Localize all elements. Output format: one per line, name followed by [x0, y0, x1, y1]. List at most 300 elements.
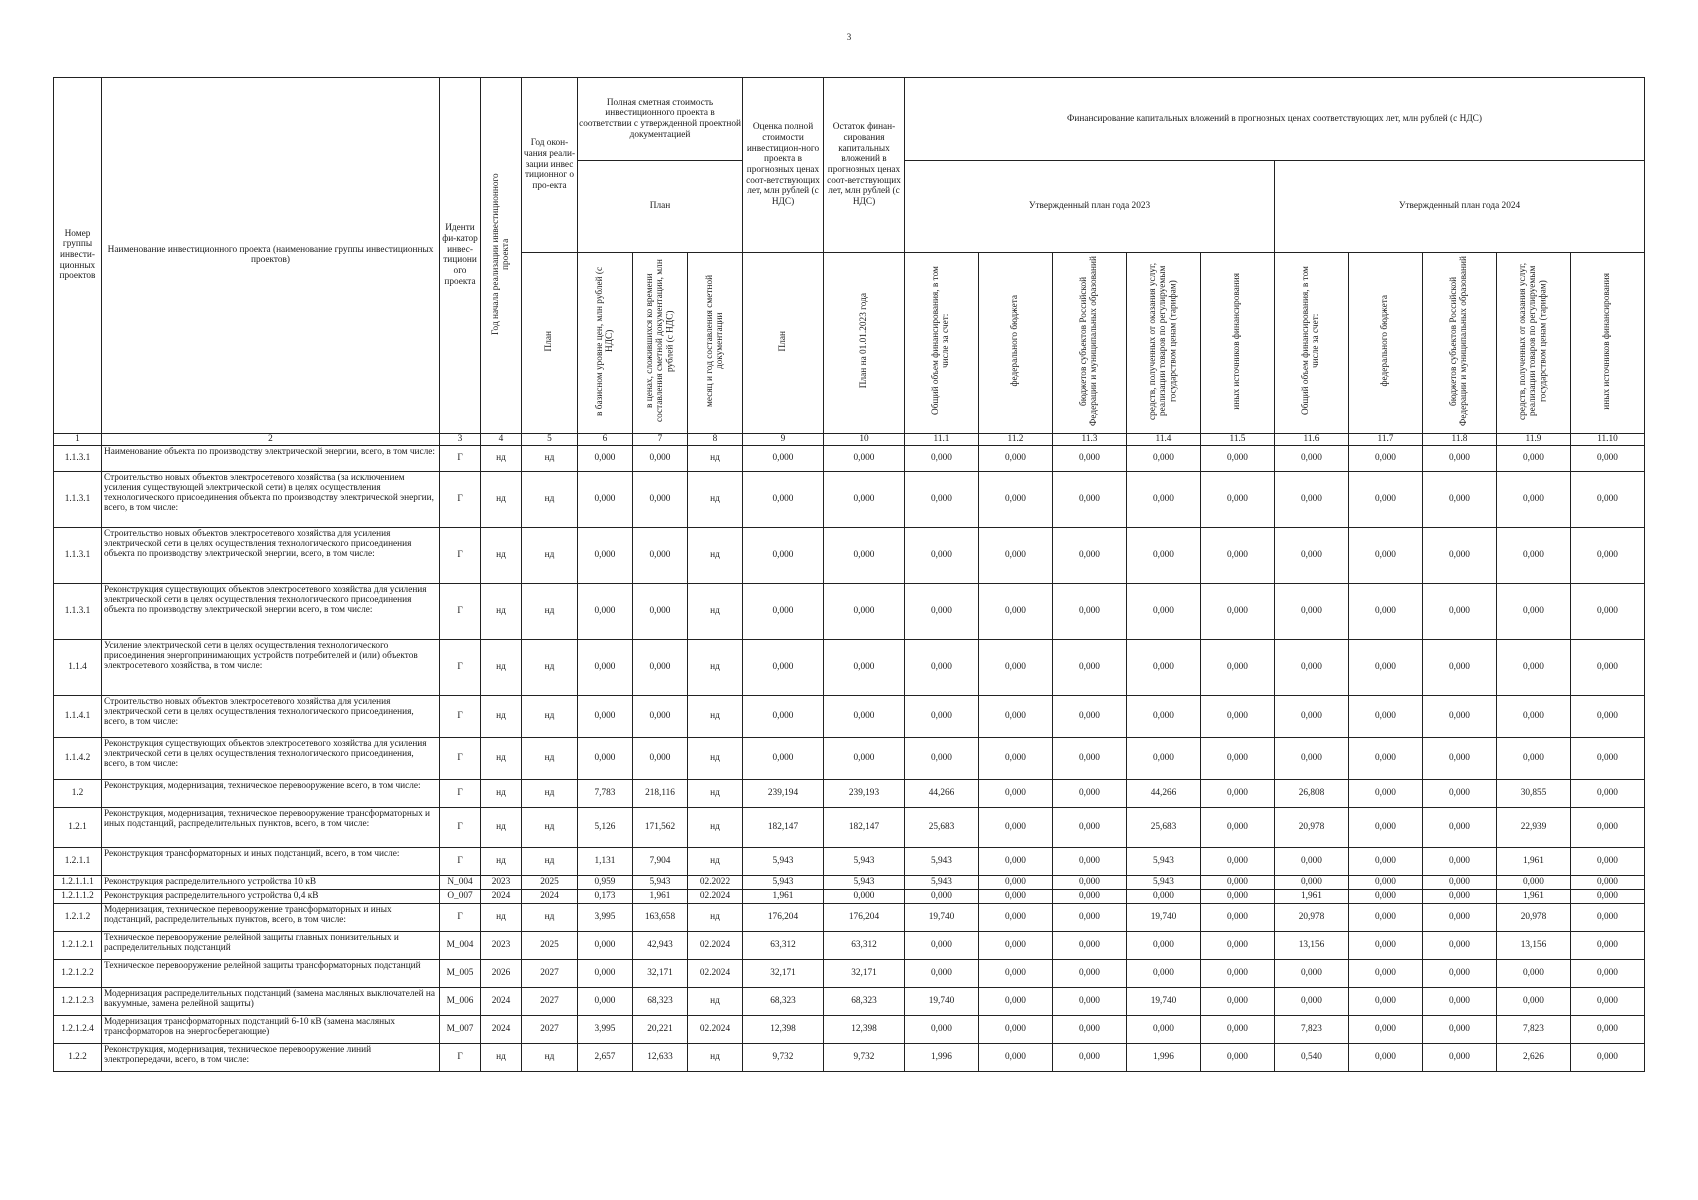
- table-cell: 0,000: [1053, 987, 1127, 1015]
- table-cell: 0,000: [1053, 889, 1127, 903]
- table-cell: 32,171: [633, 959, 688, 987]
- table-cell: 0,000: [1201, 695, 1275, 737]
- table-cell: 0,000: [979, 931, 1053, 959]
- table-cell: 0,000: [1571, 931, 1645, 959]
- table-cell: 7,823: [1275, 1015, 1349, 1043]
- row-number: 1.1.3.1: [54, 471, 102, 527]
- row-project-name: Реконструкция, модернизация, техническое перевооружение всего, в том числе:: [102, 779, 440, 807]
- table-cell: 0,000: [1349, 889, 1423, 903]
- table-cell: 0,000: [905, 959, 979, 987]
- header-2023-total: Общий объем финансирования, в том числе за счет:: [905, 253, 979, 434]
- table-cell: 0,000: [1423, 695, 1497, 737]
- header-2023-other: иных источников финансирования: [1201, 253, 1275, 434]
- table-cell: 0,000: [824, 583, 905, 639]
- table-cell: 0,000: [979, 1015, 1053, 1043]
- row-project-name: Реконструкция существующих объектов электросетевого хозяйства для усиления электрической сети в целях осуществления технологического присоединения объекта по производству электрической энергии всего, в том числе:: [102, 583, 440, 639]
- table-row: [54, 847, 1645, 875]
- table-cell: O_007: [440, 889, 481, 903]
- header-col8: месяц и год составления сметной документации: [688, 253, 743, 434]
- table-cell: 44,266: [1127, 779, 1201, 807]
- header-identifier: Иденти фи-катор инвес-тициони ого проекта: [440, 78, 481, 434]
- table-cell: 0,000: [1201, 639, 1275, 695]
- table-cell: 0,000: [1127, 959, 1201, 987]
- table-cell: 0,000: [905, 527, 979, 583]
- page-number: 3: [846, 32, 852, 42]
- table-cell: 0,000: [633, 527, 688, 583]
- table-cell: нд: [688, 987, 743, 1015]
- table-cell: 63,312: [824, 931, 905, 959]
- table-cell: 0,000: [1423, 807, 1497, 847]
- table-cell: 0,540: [1275, 1043, 1349, 1071]
- header-end-year: Год окон-чания реали-зации инвес тиционног о про-екта: [522, 78, 578, 253]
- column-number: 11.1: [905, 433, 979, 445]
- table-cell: 5,943: [743, 875, 824, 889]
- table-cell: 0,000: [1201, 875, 1275, 889]
- table-cell: 0,000: [1571, 903, 1645, 931]
- table-cell: 0,000: [1349, 695, 1423, 737]
- table-cell: 1,996: [905, 1043, 979, 1071]
- table-cell: 0,000: [578, 931, 633, 959]
- table-cell: 0,000: [1201, 583, 1275, 639]
- table-cell: Г: [440, 695, 481, 737]
- row-number: 1.2.1.2: [54, 903, 102, 931]
- table-cell: 0,000: [1571, 445, 1645, 471]
- table-cell: 0,000: [1571, 695, 1645, 737]
- row-project-name: Техническое перевооружение релейной защиты главных понизительных и распределительных подстанций: [102, 931, 440, 959]
- table-cell: 0,000: [1127, 445, 1201, 471]
- table-cell: нд: [522, 583, 578, 639]
- table-cell: 22,939: [1497, 807, 1571, 847]
- table-cell: 2027: [522, 1015, 578, 1043]
- table-cell: 0,000: [1275, 445, 1349, 471]
- table-cell: 0,000: [1423, 445, 1497, 471]
- header-full-cost: Полная сметная стоимость инвестиционного проекта в соответствии с утвержденной проектной документацией: [578, 78, 743, 161]
- table-cell: 63,312: [743, 931, 824, 959]
- table-cell: 0,000: [1497, 639, 1571, 695]
- table-cell: 0,000: [1423, 471, 1497, 527]
- table-cell: 0,000: [1349, 931, 1423, 959]
- table-cell: 0,000: [1201, 959, 1275, 987]
- table-cell: 25,683: [1127, 807, 1201, 847]
- column-number: 11.2: [979, 433, 1053, 445]
- column-number: 11.8: [1423, 433, 1497, 445]
- row-number: 1.2.2: [54, 1043, 102, 1071]
- column-number: 4: [481, 433, 522, 445]
- table-cell: 7,823: [1497, 1015, 1571, 1043]
- row-number: 1.2.1.2.3: [54, 987, 102, 1015]
- header-2024-regional: бюджетов субъектов Российской Федерации и муниципальных образований: [1423, 253, 1497, 434]
- row-number: 1.1.4: [54, 639, 102, 695]
- table-cell: 0,000: [1497, 527, 1571, 583]
- table-row: [54, 445, 1645, 471]
- table-cell: 0,000: [1497, 695, 1571, 737]
- table-cell: 5,943: [905, 875, 979, 889]
- table-cell: 0,000: [578, 695, 633, 737]
- row-project-name: Наименование объекта по производству электрической энергии, всего, в том числе:: [102, 445, 440, 471]
- table-cell: 0,000: [743, 471, 824, 527]
- header-2023-regional: бюджетов субъектов Российской Федерации и муниципальных образований: [1053, 253, 1127, 434]
- table-cell: 0,000: [979, 1043, 1053, 1071]
- table-cell: 0,000: [1571, 779, 1645, 807]
- column-number: 10: [824, 433, 905, 445]
- table-cell: 0,000: [578, 987, 633, 1015]
- table-cell: 0,000: [979, 987, 1053, 1015]
- table-cell: 0,000: [979, 889, 1053, 903]
- table-cell: M_005: [440, 959, 481, 987]
- row-number: 1.1.4.2: [54, 737, 102, 779]
- table-cell: 0,000: [743, 527, 824, 583]
- table-cell: 0,000: [578, 639, 633, 695]
- table-cell: 0,000: [1349, 959, 1423, 987]
- table-row: [54, 737, 1645, 779]
- table-cell: 1,131: [578, 847, 633, 875]
- table-cell: Г: [440, 847, 481, 875]
- table-cell: нд: [481, 471, 522, 527]
- table-cell: нд: [522, 471, 578, 527]
- header-2024-total: Общий объем финансирования, в том числе за счет:: [1275, 253, 1349, 434]
- table-cell: 0,000: [1349, 1043, 1423, 1071]
- table-cell: нд: [522, 903, 578, 931]
- table-cell: Г: [440, 807, 481, 847]
- column-number: 5: [522, 433, 578, 445]
- table-cell: 0,959: [578, 875, 633, 889]
- table-row: [54, 807, 1645, 847]
- header-plan-2023: Утвержденный план года 2023: [905, 161, 1275, 253]
- table-cell: 239,194: [743, 779, 824, 807]
- column-number: 6: [578, 433, 633, 445]
- table-cell: 32,171: [824, 959, 905, 987]
- table-cell: 02.2024: [688, 1015, 743, 1043]
- table-cell: 2025: [522, 875, 578, 889]
- table-cell: 163,658: [633, 903, 688, 931]
- table-cell: нд: [481, 527, 522, 583]
- row-number: 1.2.1: [54, 807, 102, 847]
- table-cell: N_004: [440, 875, 481, 889]
- column-number: 9: [743, 433, 824, 445]
- table-cell: 0,000: [743, 445, 824, 471]
- table-cell: 0,000: [1201, 847, 1275, 875]
- table-cell: 0,000: [1201, 445, 1275, 471]
- table-cell: 2024: [481, 987, 522, 1015]
- table-cell: 0,000: [1201, 527, 1275, 583]
- table-cell: 0,000: [1423, 889, 1497, 903]
- table-cell: нд: [522, 1043, 578, 1071]
- table-cell: 12,398: [824, 1015, 905, 1043]
- table-cell: 0,000: [578, 471, 633, 527]
- table-cell: 12,633: [633, 1043, 688, 1071]
- table-cell: Г: [440, 779, 481, 807]
- table-cell: Г: [440, 903, 481, 931]
- table-cell: 19,740: [905, 903, 979, 931]
- table-cell: 0,000: [1349, 903, 1423, 931]
- table-cell: нд: [522, 737, 578, 779]
- table-cell: 0,000: [905, 889, 979, 903]
- table-cell: 0,000: [1571, 737, 1645, 779]
- row-number: 1.2.1.2.2: [54, 959, 102, 987]
- row-number: 1.1.4.1: [54, 695, 102, 737]
- table-cell: 2,657: [578, 1043, 633, 1071]
- table-cell: 19,740: [1127, 903, 1201, 931]
- table-cell: 0,000: [1423, 1043, 1497, 1071]
- table-cell: 12,398: [743, 1015, 824, 1043]
- table-row: [54, 695, 1645, 737]
- table-row: [54, 1043, 1645, 1071]
- table-cell: 1,996: [1127, 1043, 1201, 1071]
- header-financing: Финансирование капитальных вложений в прогнозных ценах соответствующих лет, млн рублей (с НДС): [905, 78, 1645, 161]
- table-cell: 0,000: [979, 527, 1053, 583]
- table-cell: 3,995: [578, 1015, 633, 1043]
- table-cell: нд: [481, 807, 522, 847]
- table-cell: 0,000: [1053, 807, 1127, 847]
- row-number: 1.2.1.1.2: [54, 889, 102, 903]
- table-row: [54, 1015, 1645, 1043]
- row-number: 1.2.1.2.1: [54, 931, 102, 959]
- table-cell: нд: [688, 639, 743, 695]
- header-col10: План на 01.01.2023 года: [824, 253, 905, 434]
- table-cell: 0,000: [1423, 1015, 1497, 1043]
- table-cell: 0,000: [979, 471, 1053, 527]
- table-cell: 0,000: [1201, 807, 1275, 847]
- table-cell: 0,000: [1349, 987, 1423, 1015]
- table-cell: Г: [440, 527, 481, 583]
- table-cell: 0,000: [1497, 737, 1571, 779]
- table-cell: 2024: [481, 1015, 522, 1043]
- table-cell: 0,000: [1201, 931, 1275, 959]
- table-cell: 0,000: [1423, 847, 1497, 875]
- row-number: 1.2: [54, 779, 102, 807]
- header-2024-other: иных источников финансирования: [1571, 253, 1645, 434]
- table-cell: нд: [481, 847, 522, 875]
- table-cell: 0,000: [905, 639, 979, 695]
- table-cell: 0,000: [1127, 889, 1201, 903]
- table-cell: 0,000: [905, 471, 979, 527]
- table-cell: 0,000: [1053, 847, 1127, 875]
- header-col6: в базисном уровне цен, млн рублей (с НДС): [578, 253, 633, 434]
- table-cell: 0,000: [1423, 987, 1497, 1015]
- table-cell: 0,000: [1423, 527, 1497, 583]
- table-cell: 0,000: [578, 445, 633, 471]
- table-cell: 0,000: [1423, 583, 1497, 639]
- table-cell: 0,000: [1201, 903, 1275, 931]
- table-cell: 0,000: [979, 737, 1053, 779]
- table-cell: нд: [688, 779, 743, 807]
- column-number: 11.5: [1201, 433, 1275, 445]
- table-cell: 0,000: [1275, 737, 1349, 779]
- table-row: [54, 889, 1645, 903]
- table-cell: 68,323: [824, 987, 905, 1015]
- table-cell: 1,961: [1275, 889, 1349, 903]
- table-cell: 239,193: [824, 779, 905, 807]
- table-cell: 2026: [481, 959, 522, 987]
- table-cell: нд: [688, 1043, 743, 1071]
- table-cell: 0,000: [1571, 875, 1645, 889]
- table-cell: 2024: [522, 889, 578, 903]
- investment-table: [53, 77, 1645, 1072]
- table-cell: 0,000: [1275, 987, 1349, 1015]
- table-cell: 0,000: [824, 889, 905, 903]
- table-cell: нд: [688, 695, 743, 737]
- table-cell: 0,000: [1201, 1015, 1275, 1043]
- table-cell: 0,000: [1349, 1015, 1423, 1043]
- table-cell: 176,204: [824, 903, 905, 931]
- row-project-name: Строительство новых объектов электросетевого хозяйства для усиления электрической сети в целях осуществления технологического присоединения, всего, в том числе:: [102, 695, 440, 737]
- table-cell: 0,000: [1571, 527, 1645, 583]
- table-cell: 0,000: [979, 807, 1053, 847]
- table-cell: 0,000: [824, 471, 905, 527]
- table-cell: 0,000: [578, 583, 633, 639]
- table-row: [54, 987, 1645, 1015]
- column-number: 2: [102, 433, 440, 445]
- table-cell: 0,000: [979, 695, 1053, 737]
- table-cell: 0,000: [1127, 639, 1201, 695]
- table-cell: 0,000: [578, 959, 633, 987]
- table-cell: Г: [440, 1043, 481, 1071]
- header-remainder: Остаток финан-сирования капитальных вложений в прогнозных ценах соот-ветствующих лет, млн рублей (с НДС): [824, 78, 905, 253]
- table-cell: 0,000: [1053, 931, 1127, 959]
- table-cell: 0,000: [743, 583, 824, 639]
- table-cell: 0,000: [979, 583, 1053, 639]
- table-cell: 0,000: [1275, 471, 1349, 527]
- header-2024-tariff: средств, полученных от оказания услуг, реализации товаров по регулируемым государством ценам (тарифам): [1497, 253, 1571, 434]
- table-cell: 2,626: [1497, 1043, 1571, 1071]
- row-number: 1.1.3.1: [54, 527, 102, 583]
- table-cell: нд: [688, 737, 743, 779]
- column-number: 11.10: [1571, 433, 1645, 445]
- table-cell: 0,000: [1275, 527, 1349, 583]
- table-cell: 20,978: [1275, 903, 1349, 931]
- row-project-name: Строительство новых объектов электросетевого хозяйства (за исключением усиления существующей электрической сети) в целях осуществления технологического присоединения объекта по производству электрической энергии, всего, в том числе:: [102, 471, 440, 527]
- table-cell: 0,000: [1423, 737, 1497, 779]
- table-cell: 0,000: [1349, 737, 1423, 779]
- table-cell: 0,000: [1053, 1015, 1127, 1043]
- table-cell: нд: [522, 779, 578, 807]
- table-cell: 0,000: [1497, 445, 1571, 471]
- table-cell: 0,000: [1127, 583, 1201, 639]
- table-cell: 0,000: [1127, 737, 1201, 779]
- table-cell: 0,000: [578, 737, 633, 779]
- table-cell: Г: [440, 639, 481, 695]
- table-cell: 02.2022: [688, 875, 743, 889]
- table-cell: 5,943: [824, 875, 905, 889]
- table-cell: 0,000: [633, 639, 688, 695]
- table-cell: 0,000: [633, 695, 688, 737]
- table-cell: 7,904: [633, 847, 688, 875]
- table-cell: 0,000: [979, 903, 1053, 931]
- table-cell: 182,147: [743, 807, 824, 847]
- table-cell: нд: [481, 583, 522, 639]
- table-cell: 176,204: [743, 903, 824, 931]
- table-cell: 0,000: [1127, 931, 1201, 959]
- table-cell: нд: [522, 807, 578, 847]
- table-cell: 0,000: [743, 695, 824, 737]
- header-2023-tariff: средств, полученных от оказания услуг, реализации товаров по регулируемым государством ценам (тарифам): [1127, 253, 1201, 434]
- row-project-name: Реконструкция, модернизация, техническое перевооружение трансформаторных и иных подстанций, распределительных пунктов, всего, в том числе:: [102, 807, 440, 847]
- table-cell: 7,783: [578, 779, 633, 807]
- table-cell: 25,683: [905, 807, 979, 847]
- table-cell: 0,000: [1349, 527, 1423, 583]
- table-cell: 0,000: [824, 527, 905, 583]
- table-cell: 2025: [522, 931, 578, 959]
- header-col9: План: [743, 253, 824, 434]
- table-cell: 0,000: [1275, 583, 1349, 639]
- table-cell: 2023: [481, 875, 522, 889]
- row-number: 1.2.1.1: [54, 847, 102, 875]
- table-row: [54, 471, 1645, 527]
- table-cell: 0,000: [1053, 445, 1127, 471]
- table-cell: 26,808: [1275, 779, 1349, 807]
- table-cell: 0,000: [1275, 639, 1349, 695]
- table-cell: 0,000: [1053, 959, 1127, 987]
- table-row: [54, 779, 1645, 807]
- table-cell: 0,000: [1201, 889, 1275, 903]
- table-row: [54, 583, 1645, 639]
- column-number: 1: [54, 433, 102, 445]
- table-cell: M_006: [440, 987, 481, 1015]
- table-cell: 5,943: [1127, 847, 1201, 875]
- table-cell: 0,000: [1423, 959, 1497, 987]
- table-cell: нд: [481, 445, 522, 471]
- table-cell: 0,000: [824, 737, 905, 779]
- table-cell: 0,000: [1201, 987, 1275, 1015]
- header-plan: План: [578, 161, 743, 253]
- table-cell: нд: [688, 807, 743, 847]
- table-cell: 0,000: [979, 847, 1053, 875]
- table-cell: 0,000: [1571, 987, 1645, 1015]
- table-cell: нд: [481, 903, 522, 931]
- table-cell: 0,000: [1053, 903, 1127, 931]
- table-cell: 3,995: [578, 903, 633, 931]
- table-cell: 0,000: [1423, 903, 1497, 931]
- table-cell: 1,961: [633, 889, 688, 903]
- table-cell: 0,000: [1423, 779, 1497, 807]
- table-cell: 0,000: [1497, 471, 1571, 527]
- table-cell: 0,000: [1349, 445, 1423, 471]
- table-cell: 0,000: [1423, 639, 1497, 695]
- table-cell: 0,000: [578, 527, 633, 583]
- table-row: [54, 639, 1645, 695]
- table-cell: 0,000: [905, 1015, 979, 1043]
- table-cell: 182,147: [824, 807, 905, 847]
- table-cell: 0,000: [1497, 987, 1571, 1015]
- table-cell: 0,000: [1127, 527, 1201, 583]
- table-cell: нд: [481, 737, 522, 779]
- table-cell: 0,000: [905, 695, 979, 737]
- table-cell: 0,000: [633, 737, 688, 779]
- table-cell: 1,961: [743, 889, 824, 903]
- table-cell: 0,000: [1053, 737, 1127, 779]
- table-cell: 0,000: [1053, 875, 1127, 889]
- table-cell: нд: [522, 847, 578, 875]
- table-cell: 5,943: [1127, 875, 1201, 889]
- table-cell: 02.2024: [688, 931, 743, 959]
- table-cell: 0,000: [1497, 959, 1571, 987]
- table-cell: 0,000: [1571, 959, 1645, 987]
- table-cell: 0,000: [979, 959, 1053, 987]
- table-cell: 0,000: [1053, 779, 1127, 807]
- table-cell: 0,000: [1053, 471, 1127, 527]
- table-cell: Г: [440, 737, 481, 779]
- table-cell: нд: [522, 695, 578, 737]
- table-cell: 0,000: [1053, 583, 1127, 639]
- table-cell: 5,943: [905, 847, 979, 875]
- table-cell: нд: [481, 639, 522, 695]
- row-project-name: Усиление электрической сети в целях осуществления технологического присоединения энергопринимающих устройств потребителей и (или) объектов электросетевого хозяйства, в том числе:: [102, 639, 440, 695]
- table-row: [54, 527, 1645, 583]
- table-cell: 0,000: [1201, 471, 1275, 527]
- table-cell: 2027: [522, 959, 578, 987]
- table-cell: нд: [688, 583, 743, 639]
- table-cell: 0,000: [1275, 695, 1349, 737]
